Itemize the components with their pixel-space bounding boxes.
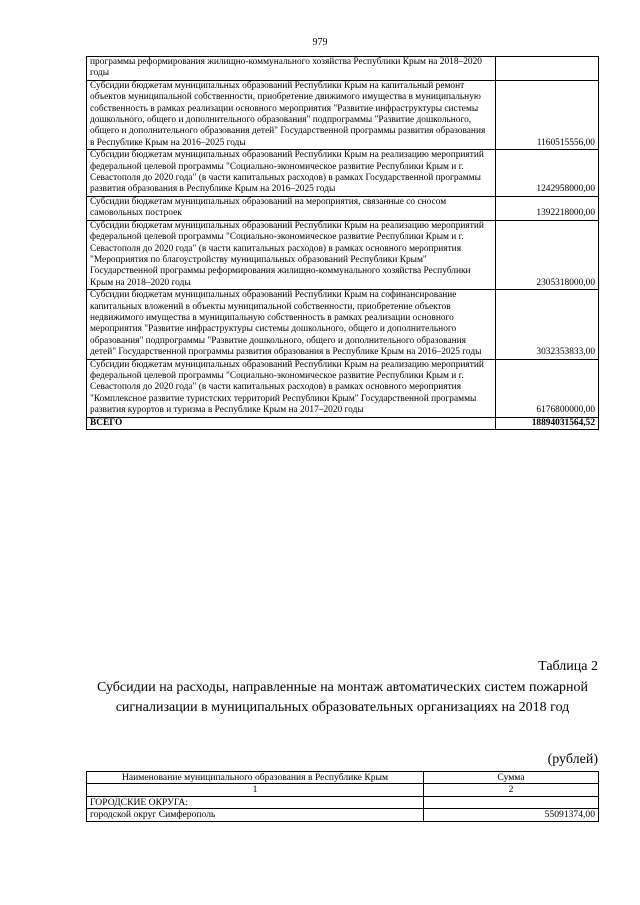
total-label: ВСЕГО [87,417,496,429]
row-description: Субсидии бюджетам муниципальных образований Республики Крым на реализацию мероприятий федеральной целевой программы "Социально-экономическое развитие Республики Крым и г. Севастополя до 2020 года" (в части капитальных расходов) в рамках основного мероприятия "Комплексное развитие туристских территорий Республики Крым" Государственной программы развития курортов и туризма в Республике Крым на 2017–2020 годы [87,359,496,417]
total-amount: 18894031564,52 [496,417,599,429]
row-description: программы реформирования жилищно-коммунального хозяйства Республики Крым на 2018–2020 годы [87,57,496,81]
table-row [87,150,599,197]
row-amount: 3032353833,00 [496,290,599,359]
row-description: Субсидии бюджетам муниципальных образований Республики Крым на реализацию мероприятий федеральной целевой программы "Социально-экономическое развитие Республики Крым и г. Севастополя до 2020 года" (в части капитальных расходов) в рамках Государственной программы развития образования в Республике Крым на 2016–2025 годы [87,150,496,197]
table-label: Таблица 2 [538,659,598,674]
unit-label: (рублей) [547,752,598,767]
table-row [87,220,599,289]
row-amount [496,57,599,81]
municipality-name: городской округ Симферополь [87,809,424,821]
row-amount: 2305318000,00 [496,220,599,289]
page-number: 979 [312,37,328,48]
table-row [87,359,599,417]
table-title: Субсидии на расходы, направленные на монтаж автоматических систем пожарной сигнализации в муниципальных образовательных организациях на 2018 год [96,680,589,715]
header-name: Наименование муниципального образования в Республике Крым [87,772,424,784]
row-amount: 1242958000,00 [496,150,599,197]
column-number-1: 1 [87,784,424,796]
table-header-row [87,772,599,784]
section-empty [424,796,599,808]
row-description: Субсидии бюджетам муниципальных образований на мероприятия, связанные со сносом самовольных построек [87,196,496,220]
fire-alarm-subsidies-table [86,771,599,822]
row-description: Субсидии бюджетам муниципальных образований Республики Крым на софинансирование капитальных вложений в объекты муниципальной собственности, приобретение объектов недвижимого имущества в муниципальную собственность в рамках реализации основного мероприятия "Развитие инфраструктуры системы дошкольного, общего и дополнительного образования" подпрограммы "Развитие дошкольного, общего и дополнительного образования детей" Государственной программы развития образования в Республике Крым на 2016–2025 годы [87,290,496,359]
table-row [87,80,599,149]
table-row [87,290,599,359]
row-description: Субсидии бюджетам муниципальных образований Республики Крым на реализацию мероприятий федеральной целевой программы "Социально-экономическое развитие Республики Крым и г. Севастополя до 2020 года" (в части капитальных расходов) в рамках основного мероприятия "Мероприятия по благоустройству муниципальных образований Республики Крым" Государственной программы реформирования жилищно-коммунального хозяйства Республики Крым на 2018–2020 годы [87,220,496,289]
header-sum: Сумма [424,772,599,784]
column-number-row [87,784,599,796]
row-amount: 6176800000,00 [496,359,599,417]
table-row [87,196,599,220]
row-amount: 1392218000,00 [496,196,599,220]
row-description: Субсидии бюджетам муниципальных образований Республики Крым на капитальный ремонт объектов муниципальной собственности, приобретение движимого имущества в муниципальную собственность в рамках реализации основного мероприятия "Развитие инфраструктуры системы дошкольного, общего и дополнительного образования" подпрограммы "Развитие дошкольного, общего и дополнительного образования детей" Государственной программы развития образования в Республике Крым на 2016–2025 годы [87,80,496,149]
section-label: ГОРОДСКИЕ ОКРУГА: [87,796,424,808]
table-row [87,809,599,821]
section-row [87,796,599,808]
table-row [87,57,599,81]
column-number-2: 2 [424,784,599,796]
total-row [87,417,599,429]
row-amount: 1160515556,00 [496,80,599,149]
municipality-sum: 55091374,00 [424,809,599,821]
subsidies-table [86,56,599,430]
